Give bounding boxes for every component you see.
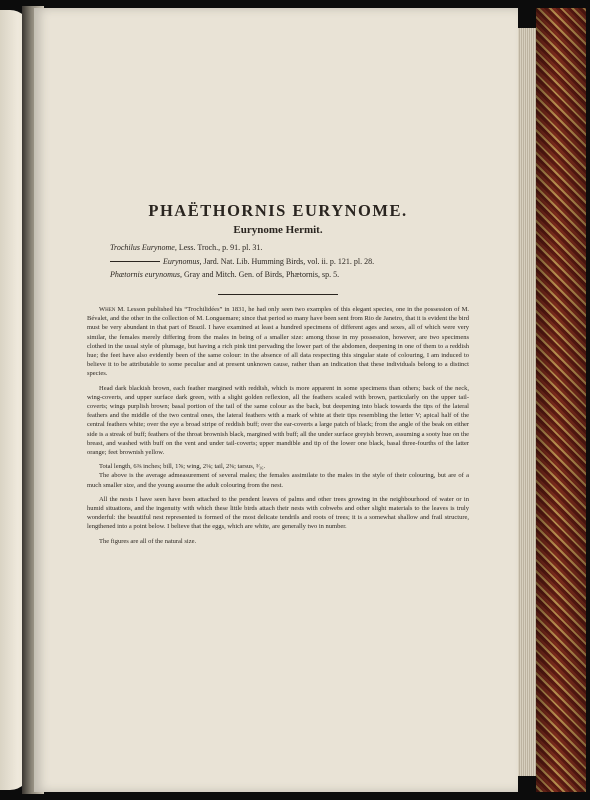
section-divider — [218, 294, 338, 295]
synonym-name: Trochilus Eurynome, — [110, 243, 177, 252]
page-subtitle: Eurynome Hermit. — [233, 224, 323, 236]
page-title: PHAËTHORNIS EURYNOME. — [148, 201, 408, 220]
synonym-reference: Gray and Mitch. Gen. of Birds, Phætornis, sp. 5. — [184, 270, 340, 279]
synonym-reference: Jard. Nat. Lib. Humming Birds, vol. ii. p. 121. pl. 28. — [203, 256, 375, 266]
synonym-line — [110, 255, 490, 269]
paragraph-nests: All the nests I have seen have been attached to the pendent leaves of palms and other trees growing in the neighbourhood of water or in humid situations, and the ingenuity with which these little birds attach their nests with cobwebs and other slight materials to the leaves is truly wonderful: the beautiful nest represented is formed of the most delicate tendrils and roots of trees; it is a somewhat shallow and frail structure, lengthened into a point below. I believe that the eggs, which are white, are generally two in number. — [87, 495, 469, 531]
binding-shadow — [536, 8, 586, 792]
synonym-name: Eurynomus, — [163, 256, 202, 266]
synonymy-list — [110, 241, 490, 282]
synonym-line — [110, 241, 490, 255]
paragraph-measurements: Total length, 6⅜ inches; bill, 1⅝; wing, 2⅛; tail, 2⅜; tarsus, ³⁄₁₆. — [99, 463, 266, 471]
ditto-dash — [110, 261, 160, 262]
description-text — [87, 305, 469, 551]
synonym-name: Phætornis eurynomus, — [110, 270, 182, 279]
page-stack-edge — [518, 28, 536, 776]
paragraph-figures: The figures are all of the natural size. — [99, 537, 197, 545]
paragraph-plumage: Head dark blackish brown, each feather margined with reddish, which is more apparent in some specimens than others; back of the neck, wing-coverts, and upper surface dark green, with a slight golden reflexion, all the feathers scaled with brown, particularly on the upper tail-coverts; wings purplish brown; basal portion of the tail of the same colour as the back, but deepening into black towards the tips of the lateral feathers and the middle of the two central ones, the lateral feathers with a mark of white at their tips resembling the letter V; apical half of the central feathers white; over the eye a broad stripe of reddish buff; over the ear-coverts a large patch of black; from the angle of the beak on either side is a streak of buff; feathers of the throat brownish black, margined with buff; all the under surface greyish brown, assuming a sooty hue on the breast, and washed with buff on the vent and under tail-coverts; upper mandible and tip of the lower one black, basal three-fourths of the latter orange; feet brownish yellow. — [87, 384, 469, 457]
paragraph-sexes: The above is the average admeasurement of several males; the females assimilate to the males in the style of their colouring, but are of a much smaller size, and the young assume the adult colouring from the nest. — [87, 472, 469, 489]
synonym-reference: Less. Troch., p. 91. pl. 31. — [178, 243, 263, 252]
synonym-line — [110, 268, 490, 282]
drop-word: When — [99, 306, 116, 313]
paragraph-history — [87, 305, 469, 379]
paragraph-text: M. Lesson published his “Trochilidées” in 1831, he had only seen two examples of this elegant species, one in the possession of M. Bévalet, and the other in the collection of M. Longuemare; since that period so many have been sent from Rio de Janeiro, that it is evident the bird must be very abundant in that part of Brazil. I have examined at least a hundred specimens of different ages and sexes, all of which were very similar, the females merely differing from the males in being of a smaller size: among those in my possession, however, are two specimens clothed in the usual style of plumage, but having a rich pink tint pervading the lower part of the abdomen, deepening in one of them to a reddish hue; the feet have also evidently been of the same colour: in the absence of all data respecting this singular state of colouring, I am induced to believe it to be attributable to some peculiar and at present unknown cause, rather than an indication that these individuals belong to a distinct species. — [87, 306, 470, 378]
